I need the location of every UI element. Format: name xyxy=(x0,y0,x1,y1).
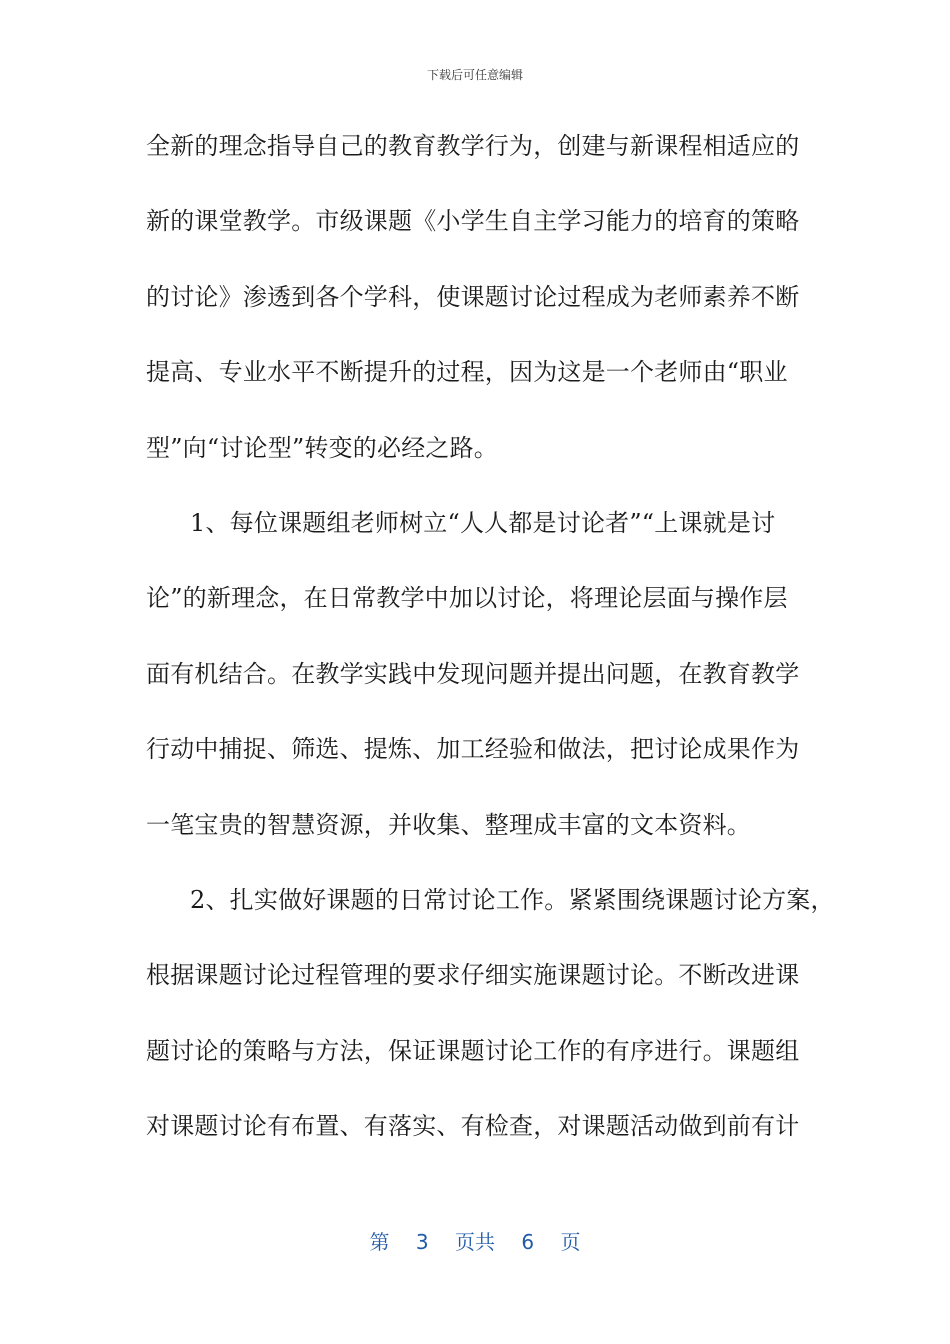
body-line: 新的课堂教学。市级课题《小学生自主学习能力的培育的策略 xyxy=(146,207,800,236)
page-label-suffix: 页 xyxy=(560,1230,581,1254)
body-line: 一笔宝贵的智慧资源，并收集、整理成丰富的文本资料。 xyxy=(146,810,751,839)
body-line: 全新的理念指导自己的教育教学行为，创建与新课程相适应的 xyxy=(146,132,800,160)
page-label-prefix: 第 xyxy=(369,1230,390,1254)
page-header-note: 下载后可任意编辑 xyxy=(426,68,523,82)
body-line: 对课题讨论有布置、有落实、有检查，对课题活动做到前有计 xyxy=(146,1112,800,1141)
body-line: 提高、专业水平不断提升的过程，因为这是一个老师由“职业 xyxy=(146,358,788,387)
current-page-number: 3 xyxy=(415,1230,429,1254)
page-label-mid: 页共 xyxy=(455,1230,495,1254)
body-line: 的讨论》渗透到各个学科，使课题讨论过程成为老师素养不断 xyxy=(146,282,800,311)
total-page-count: 6 xyxy=(521,1230,535,1254)
body-line: 行动中捕捉、筛选、提炼、加工经验和做法，把讨论成果作为 xyxy=(146,735,800,764)
body-line: 根据课题讨论过程管理的要求仔细实施课题讨论。不断改进课 xyxy=(146,961,800,990)
body-line-paragraph-start: 1、每位课题组老师树立“人人都是讨论者”“上课就是讨 xyxy=(190,508,776,537)
body-line: 面有机结合。在教学实践中发现问题并提出问题，在教育教学 xyxy=(146,659,800,688)
body-line: 题讨论的策略与方法，保证课题讨论工作的有序进行。课题组 xyxy=(146,1036,800,1065)
page-number-footer xyxy=(0,1226,950,1255)
body-line: 论”的新理念，在日常教学中加以讨论，将理论层面与操作层 xyxy=(146,584,788,613)
document-body xyxy=(146,118,835,1173)
body-line: 型”向“讨论型”转变的必经之路。 xyxy=(146,433,499,462)
body-line-paragraph-start: 2、扎实做好课题的日常讨论工作。紧紧围绕课题讨论方案， xyxy=(190,885,835,914)
